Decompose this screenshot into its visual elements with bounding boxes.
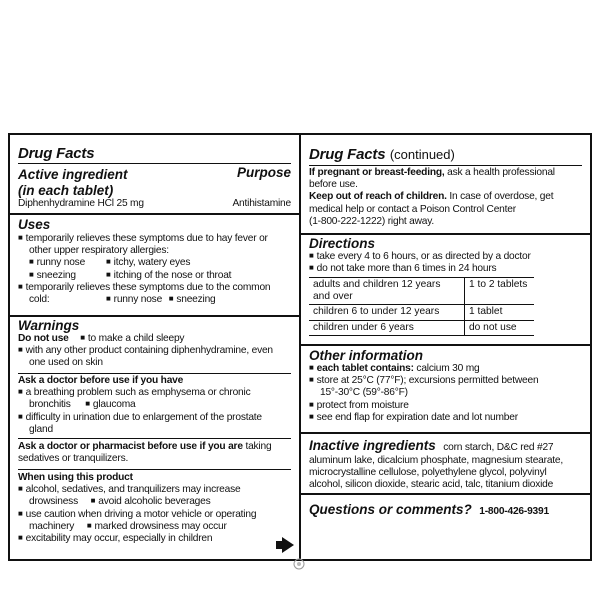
left-column xyxy=(10,135,299,559)
pregnancy-section xyxy=(301,167,590,228)
other-info-4: see end flap for expiration date and lot number xyxy=(316,411,518,423)
when-using-2b: machinery xyxy=(29,520,75,532)
when-using-section xyxy=(10,472,299,545)
continued-header xyxy=(301,146,590,164)
do-not-use-2a: with any other product containing diphenhydramine, even xyxy=(25,345,273,357)
table-row xyxy=(309,278,534,305)
inactive-line-3: microcrystalline cellulose, polyethylene glycol, polyvinyl xyxy=(309,467,547,479)
uses-section xyxy=(10,218,299,306)
questions-section xyxy=(301,501,590,519)
ask-pharmacist-section xyxy=(10,441,299,465)
when-using-3: excitability may occur, especially in children xyxy=(25,533,213,545)
when-using-2c: marked drowsiness may occur xyxy=(94,520,227,532)
pregnancy-bold: If pregnant or breast-feeding, xyxy=(309,167,445,178)
when-using-1a: alcohol, sedatives, and tranquilizers may increase xyxy=(25,484,241,496)
ask-doctor-2a: difficulty in urination due to enlargement of the prostate xyxy=(25,411,262,423)
drug-facts-title: Drug Facts xyxy=(18,145,95,162)
registration-mark-icon xyxy=(292,557,306,571)
dosage-amount: do not use xyxy=(465,320,535,336)
other-info-1-bold: each tablet contains: xyxy=(316,363,414,374)
dosage-amount: 1 tablet xyxy=(465,305,535,321)
dosage-age: children 6 to under 12 years xyxy=(309,305,465,321)
ingredient-name: Diphenhydramine HCl 25 mg xyxy=(18,198,144,209)
other-info-1-rest: calcium 30 mg xyxy=(416,363,480,374)
inactive-line-4: alcohol, silicon dioxide, stearic acid, talc, titanium dioxide xyxy=(309,479,554,491)
cold-runny-nose: runny nose xyxy=(113,294,163,306)
active-ingredient-sub: (in each tablet) xyxy=(18,183,114,198)
uses-line-4: cold: xyxy=(29,294,50,306)
symptom-itchy-eyes: itchy, watery eyes xyxy=(113,257,191,269)
dosage-amount: 1 to 2 tablets xyxy=(465,278,535,305)
when-using-1c: avoid alcoholic beverages xyxy=(98,496,211,508)
purpose-heading: Purpose xyxy=(236,165,291,180)
ask-doctor-1a: a breathing problem such as emphysema or chronic xyxy=(25,387,251,399)
questions-phone: 1-800-426-9391 xyxy=(479,506,549,517)
continued-title: Drug Facts xyxy=(309,146,386,163)
uses-line-3: temporarily relieves these symptoms due to the common xyxy=(25,281,271,293)
inactive-line-1: corn starch, D&C red #27 xyxy=(443,442,554,453)
reach-bold: Keep out of reach of children. xyxy=(309,191,447,203)
dosage-age: children under 6 years xyxy=(309,320,465,336)
ask-doctor-1b: bronchitis xyxy=(29,399,71,411)
questions-heading: Questions or comments? xyxy=(309,502,472,517)
direction-2: do not take more than 6 times in 24 hours xyxy=(316,263,497,275)
pregnancy-2: before use. xyxy=(309,179,358,191)
directions-heading: Directions xyxy=(309,236,376,251)
symptom-sneezing: sneezing xyxy=(36,269,76,281)
table-row xyxy=(309,305,534,321)
other-info-2a: store at 25°C (77°F); excursions permitted between xyxy=(316,375,539,387)
uses-line-2: other upper respiratory allergies: xyxy=(29,245,169,257)
direction-1: take every 4 to 6 hours, or as directed by a doctor xyxy=(316,251,531,262)
drug-facts-header xyxy=(10,145,299,162)
other-info-heading: Other information xyxy=(309,348,423,363)
do-not-use-label: Do not use xyxy=(18,333,69,344)
uses-heading: Uses xyxy=(18,217,51,232)
inactive-section xyxy=(301,437,590,492)
ask-pharmacist-rest: taking xyxy=(245,441,272,452)
when-using-1b: drowsiness xyxy=(29,496,78,508)
ask-pharmacist-heading: Ask a doctor or pharmacist before use if you are xyxy=(18,441,243,452)
symptom-itching-nose: itching of the nose or throat xyxy=(113,269,232,281)
cold-sneezing: sneezing xyxy=(176,294,216,306)
inactive-heading: Inactive ingredients xyxy=(309,438,436,453)
table-row xyxy=(309,320,534,336)
inactive-line-2: aluminum lake, dicalcium phosphate, magnesium stearate, xyxy=(309,455,564,466)
ask-pharmacist-2: sedatives or tranquilizers. xyxy=(18,453,129,465)
continued-label: (continued) xyxy=(389,147,455,162)
warnings-section xyxy=(10,319,299,370)
reach-rest: In case of overdose, get xyxy=(449,191,554,203)
dosage-age: adults and children 12 years and over xyxy=(309,278,465,305)
do-not-use-2b: one used on skin xyxy=(29,357,103,369)
reach-2: medical help or contact a Poison Control Center xyxy=(309,203,516,215)
warnings-heading: Warnings xyxy=(18,318,80,333)
pregnancy-rest: ask a health professional xyxy=(447,167,555,178)
other-info-3: protect from moisture xyxy=(316,399,409,411)
drug-facts-panel xyxy=(8,133,592,561)
uses-line-1: temporarily relieves these symptoms due to hay fever or xyxy=(25,233,268,244)
do-not-use-1: to make a child sleepy xyxy=(87,333,185,344)
continue-arrow-icon xyxy=(282,537,294,553)
active-ingredient-heading: Active ingredient xyxy=(18,167,128,182)
ask-doctor-heading: Ask a doctor before use if you have xyxy=(18,375,184,386)
active-ingredient-section xyxy=(10,166,299,210)
ask-doctor-2b: gland xyxy=(29,423,53,435)
ask-doctor-1c: glaucoma xyxy=(92,399,136,411)
when-using-heading: When using this product xyxy=(18,472,133,483)
ask-doctor-section xyxy=(10,375,299,436)
right-column xyxy=(301,135,590,559)
ingredient-purpose: Antihistamine xyxy=(232,198,291,209)
dosage-table xyxy=(309,277,534,336)
other-info-2b: 15°-30°C (59°-86°F) xyxy=(320,387,408,399)
other-info-section xyxy=(301,349,590,424)
directions-section xyxy=(301,237,590,336)
when-using-2a: use caution when driving a motor vehicle or operating xyxy=(25,508,257,520)
symptom-runny-nose: runny nose xyxy=(36,257,86,269)
reach-3: (1-800-222-1222) right away. xyxy=(309,215,435,227)
